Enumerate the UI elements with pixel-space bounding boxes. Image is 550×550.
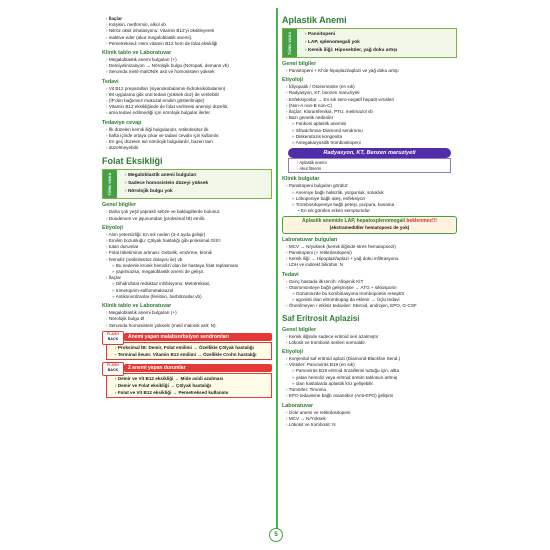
tip-tag: TÜRK VAKA	[283, 29, 297, 57]
text-line: › Lökosit ve trombosit serileri normaldir.	[286, 339, 366, 345]
ribbon-line: › Akut lösemi	[297, 165, 321, 171]
text-line: › Lökosit ve trombosit: N	[286, 421, 336, 427]
text-line: • En sık görülen erken semptomdur.	[298, 208, 371, 214]
text-line: › Emilim bozukluğu: Çölyak hastalığı gibi proksimal GİS'i	[106, 238, 221, 244]
right-column	[282, 14, 457, 428]
aplastik-title: Aplastik Anemi	[282, 15, 347, 25]
text-line: › Kemik iliği → Hipoplazi/aplazi + yağ doku infiltrasyonu	[286, 256, 399, 262]
text-line: › Duodenum ve jejunumdan (proksimal İB) emilir.	[106, 215, 206, 221]
page-number: 5	[269, 528, 283, 542]
tip-line: › LAP, splenomegali yok	[305, 40, 360, 45]
tip-line: › Megaloblastik anemi bulguları	[125, 173, 197, 179]
text-line: › düzelmeyebilir.	[106, 145, 140, 151]
text-line: » Diskeratozis kongenita	[292, 133, 343, 139]
text-line: › Daha çok yeşil yapraklı sebze ve baklagillerde bulunur.	[106, 209, 221, 215]
text-line: › ama tedavi edilmediği için nörolojik bulgular ilerler.	[106, 110, 211, 116]
flashback-line: › Proksimal İB: Demir, Folat emilimi → Özellikle Çölyak hastalığı	[115, 344, 254, 350]
text-line: » Dihidrofolat redüktaz inhibisyonu: Metotreksat,	[112, 281, 211, 287]
text-line: » agonisti olan eltrombopag da eklenir → Üçlü tedavi	[292, 297, 400, 303]
text-line: › En geç düzelen ise nörolojik bulgulardır, bazen tam	[106, 139, 213, 145]
text-line: › Radyasyon, KT, benzen maruziyeti	[286, 90, 360, 96]
text-line: » Trombositopeniye bağlı peteşi, purpura, kanama	[292, 202, 395, 208]
text-line: › Pansitopeni + Kİ'de hipoplazi/aplazi ve yağ doku artışı	[286, 68, 399, 73]
tedavi-cevap-heading: Tedaviye cevap	[102, 119, 142, 126]
text-line: » Parvovirüs B19 eritroid öncüllerini tuttuğu için, altta	[292, 368, 399, 374]
flashback-box-2	[102, 364, 272, 398]
text-line: › Tümörler: Timoma	[286, 387, 326, 393]
text-line: › Megaloblastik anemi bulguları (+)	[106, 310, 177, 316]
text-line: › LDH ve indirekt bilirübin: N	[286, 262, 344, 268]
text-line: › Otoimmüniteye bağlı gelişmişse → ATG + siklosporin	[286, 284, 397, 290]
text-line: › (İF'den bağımsız mukozal emilim gösterilmiştir)	[106, 98, 205, 104]
text-line: › Konjenital saf eritroid aplazi (Diamond-Blackfan Send.)	[286, 356, 401, 362]
text-line: › İdiyopatik / Otoimmünite (en sık)	[286, 84, 355, 90]
saf-title: Saf Eritrosit Aplazisi	[282, 313, 360, 323]
flashback-badge: FLASH BACK	[102, 362, 124, 376]
ribbon-box	[288, 158, 451, 173]
text-line: › IM uygulama gibi oral tedavi (yüksek doz) de verilebilir	[106, 91, 220, 97]
text-line: › Serumda metil-malONİK asit ve homosistein yüksek	[106, 69, 215, 75]
text-line: » yapılmazsa, megaloblastik anemi de gelişir.	[112, 269, 205, 275]
text-line: » Lökopeniye bağlı ateş, enfeksiyon	[292, 195, 366, 201]
text-line: › Pansitopeni (+ retikülositopeni)	[286, 250, 352, 256]
text-line: › hemoliz (retikülositoz dolayısı ile) vb	[106, 256, 183, 262]
flashback-head: 2 anemi yapan durumlar	[124, 364, 272, 372]
text-line: › İlaçlar	[106, 16, 123, 21]
tip-line: › Pansitopeni	[305, 32, 336, 37]
tedavi-heading: Tedavi	[102, 78, 119, 85]
tip-line: › Nörolojik bulgu yok	[125, 189, 173, 195]
klinik-heading: Klinik bulgular	[282, 176, 320, 183]
text-line: › Demiyelinizasyon → Nörolojik bulgu (Nöropati, demans vb)	[106, 63, 229, 69]
klinik2-heading: Klinik tablo ve Laboratuvar	[102, 303, 172, 310]
text-line: » Amegakaryositik trombositopeni	[292, 140, 361, 146]
text-line: › Alım yetersizliği: En sık neden (3-4 ayda gelişir)	[106, 231, 206, 237]
flashback-badge: FLASH BACK	[102, 331, 124, 345]
klinik-heading: Klinik tablo ve Laboratuvar	[102, 50, 172, 57]
aplastik-tip-box	[282, 28, 457, 58]
text-line: » Fankoni aplastik anemisi	[292, 121, 347, 127]
tedavi-heading: Tedavi	[282, 271, 299, 278]
text-line: » Günümüzde bu kombinasyona trombopoetin reseptör	[292, 291, 405, 297]
ribbon-banner: Radyasyon, KT, Benzen maruziyeti	[288, 148, 451, 158]
text-line: › Nörolojik bulgu Ø	[106, 316, 145, 322]
text-line: » yatan hemoliz veya eritroid üretim tablosun artmış	[292, 374, 398, 380]
text-line: » Shwachman-Diamond sendromu	[292, 127, 363, 133]
text-line: › Genç hastada ilk tercih: Allojenik KİT	[286, 278, 364, 284]
tip-line: › Kemik iliği: Hiposelüler, yağ doku artışı	[305, 48, 398, 53]
left-column	[102, 16, 272, 400]
saf-lab-heading: Laboratuvar	[282, 402, 314, 409]
text-line: » trimetoprim-sülfometaksazol	[112, 287, 174, 293]
text-line: › Nitröz oksit inhalasyonu: Vitamin B12'yi oksitleyerek	[106, 28, 215, 34]
tip-line: › Sadece homosistein düzeyi yüksek	[125, 181, 209, 187]
text-line: › Pansitopeni bulguları görülür:	[286, 183, 349, 189]
alert-box: Aplastik anemide LAP, hepatosplenomegali beklenmez!!! (ekstramedüller hematopoez de yok)	[282, 216, 457, 233]
text-line: › tutan durumlar	[106, 244, 139, 250]
text-line: › hafta içinde ortaya çıkar ve tadavi cevabı için kullanılır.	[106, 132, 220, 138]
genel-heading: Genel bilgiler	[102, 202, 137, 209]
saf-etyoloji-heading: Etiyoloji	[282, 349, 303, 356]
text-line: › Serumda homosistein yükselir (metil malonik asit: N).	[106, 322, 217, 328]
folat-title: Folat Eksikliği	[102, 156, 163, 167]
text-line: » olan hastalarda aplastik kriz gelişebilir.	[292, 380, 374, 386]
text-line: » Anemiye bağlı halsizlik, yorgunluk, solukluk	[292, 189, 384, 195]
text-line: › İzole anemi ve retikülositopeni	[286, 409, 351, 415]
lab-heading: Laboratuvar bulguları	[282, 236, 338, 243]
text-line: › inaktive eder (akut megaloblastik anemi).	[106, 34, 193, 40]
text-line: » Bu nedenle kronik hemolizi olan bir hastaya folat replasmanı	[112, 262, 239, 268]
etyoloji-heading: Etiyoloji	[282, 77, 303, 84]
text-line: › Virüsler: Parvovirüs B19 (en sık)	[286, 362, 355, 368]
text-line: › Önerilmeyen / etkisiz tedaviler: Steroid, androjen, EPO, G-CSF	[286, 303, 417, 309]
text-line: › Vit B12 preparatları (siyanokobalamin-hidroksikobalamin)	[106, 85, 226, 91]
text-line: › EPO tedavisine bağlı otoantikor (Anti-EPO) gelişimi	[286, 393, 394, 399]
column-divider	[276, 8, 278, 536]
tip-tag: TÜRK VAKA	[103, 170, 117, 198]
text-line: › Bazı genetik nedenler	[286, 115, 334, 121]
flashback-line: › Terminal ileum: Vitamin B12 emilimi → Özellikle Crohn hastalığı	[115, 351, 257, 357]
text-line: › Pemetreksed: Hem vitamin B12 hem de folat eksikliği	[106, 40, 218, 46]
text-line: › İlaçlar: Kloramfenikol, PTU, metimazol vb	[286, 109, 373, 115]
text-line: › (Non-A non-B non-C)	[286, 102, 332, 108]
text-line: › MCV → N/Yüksek	[286, 415, 326, 421]
text-line: › MCV → N/yüksek (kemik iliğinde stres hematopoezi)	[286, 243, 396, 249]
text-line: › İlk düzelen kemik iliği bulgularıdır, retikülositoz ilk	[106, 126, 209, 132]
text-line: » Antikonvülzanlar (fenitoin, barbitüratlar vb)	[112, 293, 202, 299]
flashback-box-1	[102, 333, 272, 360]
folat-tip-box	[102, 169, 272, 199]
text-line: › Enfeksiyonlar → En sık sero-negatif hepatit virüsleri	[286, 96, 395, 102]
text-line: › Megaloblastik anemi bulguları (+)	[106, 57, 177, 63]
saf-genel-heading: Genel bilgiler	[282, 326, 317, 333]
text-line: › İlaçlar	[106, 275, 122, 281]
ribbon-line: › Aplastik anemi	[297, 160, 327, 166]
text-line: › Kolşisin, metformin, alkol vb.	[106, 22, 168, 28]
text-line: › Kemik iliğinde sadece eritroid seri azalmıştır	[286, 333, 379, 339]
flashback-line: › Folat ve Vit B12 eksikliği → Pemetreksed kullanımı	[115, 389, 229, 395]
text-line: › Folat tüketiminin artması: Gebelik, emzirme, kronik	[106, 250, 212, 256]
etyoloji-heading: Etiyoloji	[102, 224, 123, 231]
flashback-head: Anemi yapan malabsorbsiyon sendromları	[124, 333, 272, 341]
genel-heading: Genel bilgiler	[282, 61, 317, 67]
flashback-line: › Demir ve Folat eksikliği → Çölyak hastalığı	[115, 382, 211, 388]
flashback-line: › Demir ve Vit B12 eksikliği → Mide asidi azalması	[115, 375, 224, 381]
text-line: › Vitamin B12 eksikliğinde de folat verilmesi anemiyi düzeltir,	[106, 104, 229, 110]
